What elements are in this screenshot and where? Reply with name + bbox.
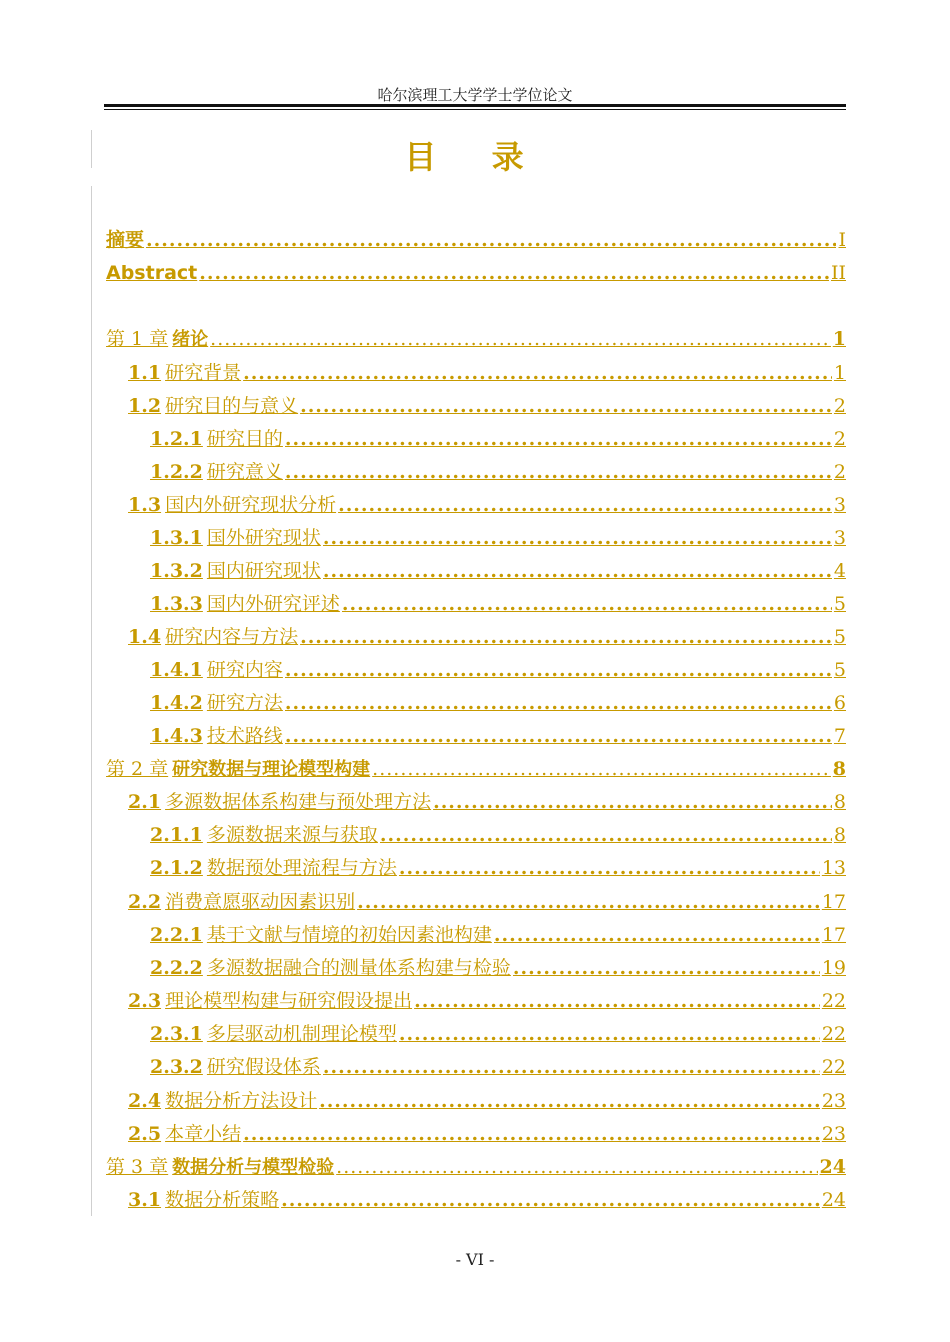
toc-entry-page: 5 <box>833 626 846 648</box>
toc-entry-number: 1.2 <box>128 395 162 417</box>
toc-entry[interactable] <box>150 459 846 485</box>
toc-entry-page: 1 <box>832 328 846 350</box>
toc-entry-title: 数据分析策略 <box>165 1189 280 1211</box>
toc-dot-leader <box>281 1187 820 1213</box>
toc-dot-leader <box>300 393 832 419</box>
toc-entry-page: 23 <box>821 1123 846 1145</box>
toc-dot-leader <box>433 789 832 815</box>
toc-dot-leader <box>513 955 820 981</box>
toc-entry-page: 24 <box>821 1189 846 1211</box>
toc-entry-number: 2.1.2 <box>150 857 203 879</box>
toc-entry-page: 22 <box>821 1023 846 1045</box>
toc-entry-number: 第 2 章 <box>106 758 169 780</box>
toc-entry-number: 1.4.1 <box>150 659 203 681</box>
toc-entry-number: 1.4 <box>128 626 162 648</box>
toc-entry[interactable] <box>150 690 846 716</box>
toc-entry-number: 2.2.2 <box>150 957 203 979</box>
toc-entry-page: 8 <box>832 758 846 780</box>
toc-entry-page: 17 <box>821 891 846 913</box>
toc-dot-leader <box>342 591 832 617</box>
toc-dot-leader <box>399 1021 820 1047</box>
toc-entry[interactable] <box>128 789 846 815</box>
toc-entry[interactable] <box>106 260 846 286</box>
toc-entry[interactable] <box>150 558 846 584</box>
toc-entry[interactable] <box>128 988 846 1014</box>
toc-entry-title: 多源数据融合的测量体系构建与检验 <box>206 957 511 979</box>
toc-entry-title: 技术路线 <box>206 725 283 747</box>
toc-entry[interactable] <box>106 1154 846 1180</box>
toc-entry-number: 第 3 章 <box>106 1156 169 1178</box>
toc-entry[interactable] <box>150 591 846 617</box>
toc-entry-title: 多源数据体系构建与预处理方法 <box>165 791 432 813</box>
toc-entry-title: 研究目的与意义 <box>165 395 299 417</box>
toc-entry-page: 2 <box>833 428 846 450</box>
toc-entry-number: 1.3.2 <box>150 560 203 582</box>
toc-entry-title: 国内外研究现状分析 <box>165 494 337 516</box>
toc-entry[interactable] <box>150 855 846 881</box>
toc-dot-leader <box>243 360 832 386</box>
toc-entry[interactable] <box>150 922 846 948</box>
toc-entry-number: 2.3.1 <box>150 1023 203 1045</box>
toc-entry-title: 数据分析方法设计 <box>165 1090 318 1112</box>
toc-dot-leader <box>357 889 820 915</box>
toc-entry-page: 4 <box>833 560 846 582</box>
toc-entry-page: 5 <box>833 593 846 615</box>
toc-entry-title: 多层驱动机制理论模型 <box>206 1023 397 1045</box>
toc-dot-leader <box>323 558 832 584</box>
toc-entry-title: 本章小结 <box>165 1123 242 1145</box>
toc-entry-number: 2.3.2 <box>150 1056 203 1078</box>
toc-entry[interactable] <box>150 723 846 749</box>
toc-entry[interactable] <box>150 1021 846 1047</box>
toc-entry[interactable] <box>128 492 846 518</box>
toc-dot-leader <box>380 822 832 848</box>
toc-entry-page: 8 <box>833 791 846 813</box>
toc-entry-title: 研究数据与理论模型构建 <box>172 759 371 780</box>
toc-entry-page: 3 <box>833 527 846 549</box>
toc-entry-number: 1.1 <box>128 362 162 384</box>
toc-entry-page: 5 <box>833 659 846 681</box>
toc-entry-title: 国外研究现状 <box>206 527 321 549</box>
toc-entry-page: 24 <box>819 1156 846 1178</box>
toc-entry-page: 7 <box>833 725 846 747</box>
toc-entry-number: 1.4.2 <box>150 692 203 714</box>
toc-entry-page: 23 <box>821 1090 846 1112</box>
toc-entry-number: 1.3 <box>128 494 162 516</box>
toc-entry-title: 研究方法 <box>206 692 283 714</box>
toc-entry[interactable] <box>128 360 846 386</box>
toc-entry[interactable] <box>150 1054 846 1080</box>
toc-entry-title: 绪论 <box>172 329 209 350</box>
toc-entry-number: 2.4 <box>128 1090 162 1112</box>
toc-entry[interactable] <box>128 1187 846 1213</box>
toc-entry-title: 研究目的 <box>206 428 283 450</box>
toc-dot-leader <box>285 426 832 452</box>
toc-dot-leader <box>494 922 820 948</box>
toc-dot-leader <box>399 855 820 881</box>
toc-entry[interactable] <box>128 624 846 650</box>
toc-entry-number: 1.3.1 <box>150 527 203 549</box>
toc-entry-page: 2 <box>833 461 846 483</box>
toc-entry[interactable] <box>106 326 846 352</box>
toc-dot-leader <box>338 492 832 518</box>
toc-entry-number: 2.1 <box>128 791 162 813</box>
toc-entry-number: 1.2.1 <box>150 428 203 450</box>
toc-entry-title: 国内研究现状 <box>206 560 321 582</box>
toc-entry-page: I <box>838 229 846 251</box>
toc-dot-leader <box>372 756 831 782</box>
toc-entry-page: 3 <box>833 494 846 516</box>
toc-entry-title: 国内外研究评述 <box>206 593 340 615</box>
toc-entry-number: 2.2.1 <box>150 924 203 946</box>
toc-dot-leader <box>300 624 832 650</box>
toc-dot-leader <box>199 260 829 286</box>
toc-entry[interactable] <box>150 525 846 551</box>
toc-dot-leader <box>210 326 831 352</box>
toc-entry[interactable] <box>128 889 846 915</box>
toc-entry-title: 研究内容与方法 <box>165 626 299 648</box>
toc-dot-leader <box>323 1054 820 1080</box>
toc-entry-number: Abstract <box>106 262 198 284</box>
toc-entry-title: 研究意义 <box>206 461 283 483</box>
running-header: 哈尔滨理工大学学士学位论文 <box>377 86 573 104</box>
toc-entry-number: 2.3 <box>128 990 162 1012</box>
toc-entry-page: 1 <box>833 362 846 384</box>
toc-entry-page: 22 <box>821 990 846 1012</box>
toc-entry-number: 2.5 <box>128 1123 162 1145</box>
toc-dot-leader <box>285 690 832 716</box>
toc-entry-number: 2.1.1 <box>150 824 203 846</box>
toc-entry-number: 1.2.2 <box>150 461 203 483</box>
toc-dot-leader <box>285 459 832 485</box>
header-rule-thin <box>104 109 846 110</box>
page-number: - VI - <box>455 1250 495 1269</box>
toc-entry-number: 摘要 <box>106 229 145 251</box>
toc-dot-leader <box>285 723 832 749</box>
toc-dot-leader <box>319 1088 820 1114</box>
toc-entry-title: 多源数据来源与获取 <box>206 824 378 846</box>
toc-entry-page: 19 <box>821 957 846 979</box>
toc-entry-title: 理论模型构建与研究假设提出 <box>165 990 413 1012</box>
toc-entry[interactable] <box>150 955 846 981</box>
toc-entry-title: 消费意愿驱动因素识别 <box>165 891 356 913</box>
toc-entry-number: 第 1 章 <box>106 328 169 350</box>
toc-entry-number: 1.4.3 <box>150 725 203 747</box>
toc-entry[interactable] <box>106 756 846 782</box>
toc-entry[interactable] <box>150 657 846 683</box>
toc-entry-title: 数据预处理流程与方法 <box>206 857 397 879</box>
toc-entry-title: 数据分析与模型检验 <box>172 1157 335 1178</box>
toc-entry-page: 6 <box>833 692 846 714</box>
toc-entry-number: 2.2 <box>128 891 162 913</box>
toc-entry-page: 8 <box>833 824 846 846</box>
toc-entry[interactable] <box>128 393 846 419</box>
toc-dot-leader <box>243 1121 820 1147</box>
toc-entry[interactable] <box>150 426 846 452</box>
toc-dot-leader <box>146 227 836 253</box>
toc-entry[interactable] <box>106 227 846 253</box>
toc-entry-page: 2 <box>833 395 846 417</box>
toc-entry-title: 基于文献与情境的初始因素池构建 <box>206 924 492 946</box>
toc-entry-page: 13 <box>821 857 846 879</box>
toc-entry[interactable] <box>128 1121 846 1147</box>
toc-entry[interactable] <box>150 822 846 848</box>
toc-entry-title: 研究内容 <box>206 659 283 681</box>
toc-dot-leader <box>414 988 820 1014</box>
toc-dot-leader <box>323 525 832 551</box>
toc-entry-page: 22 <box>821 1056 846 1078</box>
toc-entry-title: 研究假设体系 <box>206 1056 321 1078</box>
header-rule-thick <box>104 104 846 107</box>
toc-entry-title: 研究背景 <box>165 362 242 384</box>
toc-entry-number: 1.3.3 <box>150 593 203 615</box>
toc-title: 目 录 <box>404 138 546 176</box>
margin-mark-body <box>91 186 92 1216</box>
toc-entry-page: 17 <box>821 924 846 946</box>
toc-entry-number: 3.1 <box>128 1189 162 1211</box>
toc-dot-leader <box>336 1154 817 1180</box>
toc-entry[interactable] <box>128 1088 846 1114</box>
toc-dot-leader <box>285 657 832 683</box>
toc-entry-page: II <box>830 262 846 284</box>
